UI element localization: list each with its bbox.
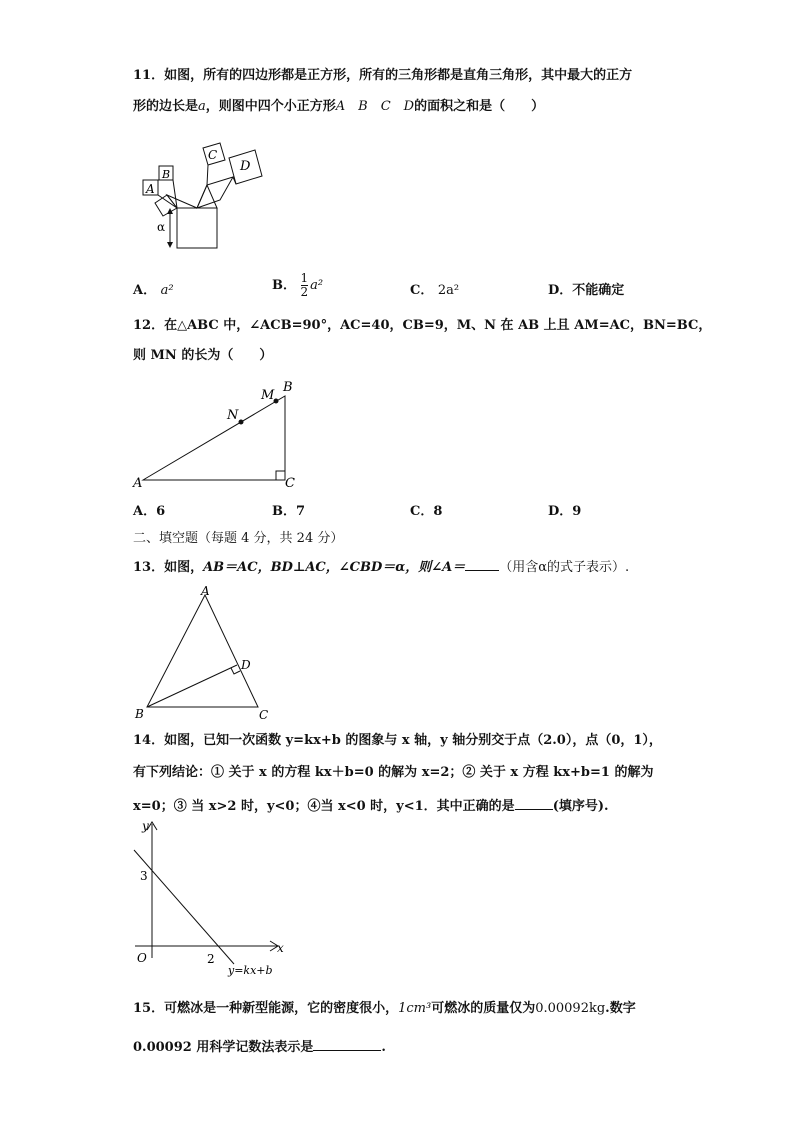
q13-suffix: （用含α的式子表示）. <box>499 560 630 575</box>
q11-option-d-value: 不能确定 <box>572 283 625 298</box>
q13-label-d: D <box>241 658 251 672</box>
q12-option-c <box>410 503 442 521</box>
q11-option-a-value: a² <box>160 283 174 298</box>
q11-fig-label-c: C <box>208 148 218 162</box>
q14-label-origin: O <box>137 951 147 965</box>
q14-figure <box>130 818 290 978</box>
q14-label-y: y <box>142 819 149 833</box>
q14-function-line <box>134 850 234 964</box>
q12-label-m: M <box>261 388 275 403</box>
q13-label-a: A <box>201 584 210 598</box>
q11-option-d-label: D． <box>548 283 573 298</box>
q11-fig-label-d: D <box>240 159 251 174</box>
q12-option-c-value: 8 <box>433 504 443 519</box>
q15-mass: 0.00092kg <box>535 1001 606 1016</box>
q14-line2: 有下列结论：① 关于 x 的方程 kx＋b=0 的解为 x=2；② 关于 x 方程 kx+b=1 的解为 <box>133 765 654 780</box>
q12-label-n: N <box>227 408 239 423</box>
q14-line3-b: (填序号). <box>552 799 609 814</box>
q12-line2: 则 MN 的长为（ ） <box>133 348 273 363</box>
q11-option-c-value: 2a² <box>437 283 460 298</box>
q11-line2-c: 的面积之和是（ ） <box>414 99 545 114</box>
q11-option-b-num: 1 <box>300 271 309 285</box>
q14-label-x: x <box>277 941 284 955</box>
q12-label-c: C <box>285 476 295 491</box>
q11-fig-side: α <box>157 220 166 234</box>
q12-point-n <box>239 420 244 425</box>
section-title-fill-in: 二、填空题（每题 4 分，共 24 分） <box>133 531 344 546</box>
q13-label-c: C <box>259 708 269 722</box>
q15-line1-b: 可燃冰的质量仅为 <box>431 1001 536 1016</box>
q13-label-b: B <box>135 707 144 721</box>
q11-option-b-fraction <box>301 272 309 299</box>
q12-option-b <box>272 503 305 521</box>
q12-line1: 12．在△ABC 中，∠ACB=90°，AC=40，CB=9，M、N 在 AB 上且 AM=AC，BN=BC， <box>133 318 712 333</box>
q15-line2-a: 0.00092 用科学记数法表示是 <box>133 1040 314 1055</box>
q14-label-y-intercept: 3 <box>140 869 148 883</box>
q15-line2-b: . <box>381 1040 386 1055</box>
q11-option-c-label: C． <box>410 283 434 298</box>
q14-label-x-intercept: 2 <box>207 952 215 966</box>
q12-label-a: A <box>133 476 143 491</box>
q12-option-d <box>548 503 581 521</box>
q11-line2-b: ，则图中四个小正方形 <box>205 99 336 114</box>
q13-prefix: 13．如图， <box>133 560 204 575</box>
q12-option-b-value: 7 <box>296 504 306 519</box>
q15-answer-blank[interactable] <box>313 1036 381 1051</box>
q15-line1-c: .数字 <box>605 1001 636 1016</box>
q11-big-square <box>177 208 217 248</box>
q14-line3-a: x=0；③ 当 x>2 时，y<0；④当 x<0 时，y<1．其中正确的是 <box>133 799 515 814</box>
q15-line1-a: 15．可燃冰是一种新型能源，它的密度很小， <box>133 1001 399 1016</box>
q11-option-b-den: 2 <box>300 285 309 299</box>
q13-altitude-bd <box>147 665 237 707</box>
q12-triangle <box>143 396 285 480</box>
q11-var-a: a <box>198 99 206 114</box>
q14-line1: 14．如图，已知一次函数 y=kx+b 的图象与 x 轴，y 轴分别交于点（2.0），点（0，1）， <box>133 733 662 748</box>
q11-fig-label-b: B <box>162 168 171 181</box>
q13-condition: AB＝AC，BD⊥AC，∠CBD＝α，则∠A＝ <box>203 560 466 575</box>
q12-option-d-label: D． <box>548 504 573 519</box>
q15-line2 <box>133 1036 386 1057</box>
q14-label-equation: y=kx+b <box>228 964 273 977</box>
q12-figure <box>133 378 303 490</box>
q14-line3 <box>133 795 609 816</box>
q15-line1 <box>133 1000 636 1018</box>
q13-answer-blank[interactable] <box>465 556 499 571</box>
q12-option-a-value: 6 <box>156 504 166 519</box>
q11-line2-a: 形的边长是 <box>133 99 199 114</box>
q11-option-c <box>410 282 459 300</box>
q12-option-a-label: A． <box>133 504 157 519</box>
q11-line2 <box>133 98 544 116</box>
q11-option-b-value: a² <box>310 278 324 293</box>
q12-option-c-label: C． <box>410 504 434 519</box>
q12-right-angle-mark <box>276 471 285 480</box>
q13-triangle <box>147 595 258 707</box>
q14-answer-blank[interactable] <box>515 795 553 810</box>
q11-line1: 11．如图，所有的四边形都是正方形，所有的三角形都是直角三角形，其中最大的正方 <box>133 68 633 83</box>
q11-square-labels: A B C D <box>335 99 415 114</box>
q12-option-b-label: B． <box>272 504 296 519</box>
q11-option-a <box>133 282 174 300</box>
q11-fig-label-a: A <box>146 182 155 196</box>
q12-label-b: B <box>283 380 293 395</box>
q11-option-d <box>548 282 624 300</box>
q12-option-a <box>133 503 165 521</box>
q11-option-b <box>272 272 323 299</box>
q11-option-a-label: A． <box>133 283 157 298</box>
q13-figure <box>133 585 278 725</box>
q12-option-d-value: 9 <box>572 504 582 519</box>
q11-option-b-label: B． <box>272 278 296 293</box>
q13-right-angle-mark <box>231 668 240 674</box>
q11-figure <box>135 140 275 255</box>
q13-line <box>133 556 629 577</box>
q15-unit: 1cm³ <box>398 1001 432 1016</box>
